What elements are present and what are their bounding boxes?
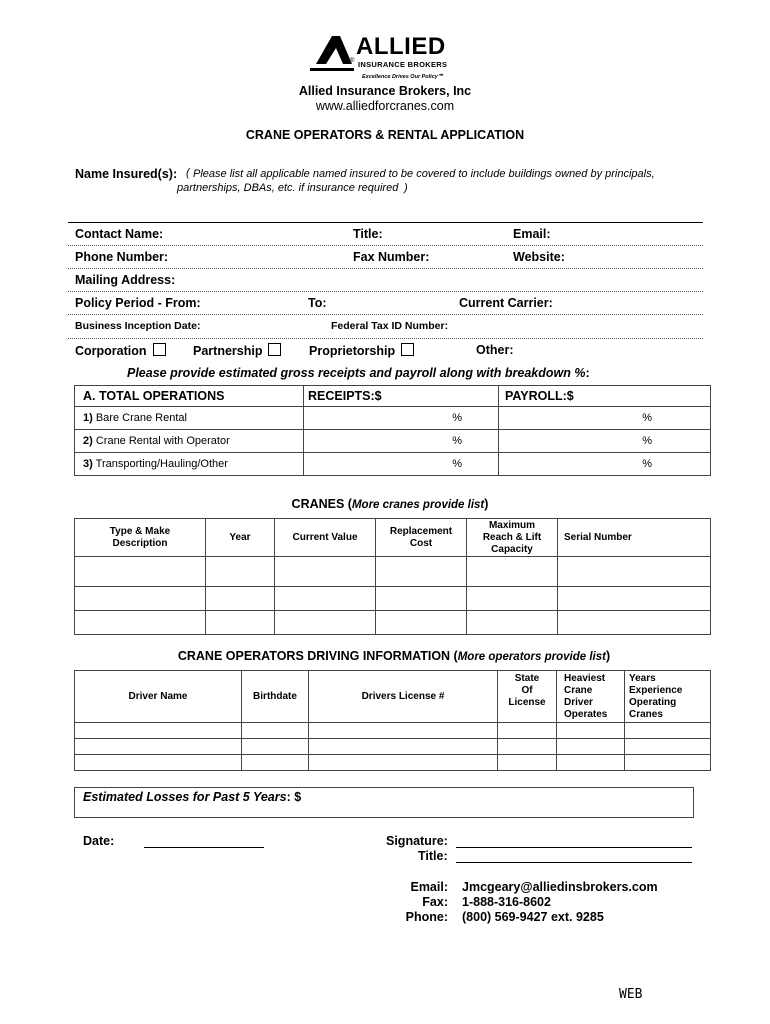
cranes-header-serial: Serial Number [558, 519, 711, 557]
entity-other-label: Other: [476, 343, 514, 357]
contact-rule-3 [68, 291, 703, 292]
operations-header-total: A. TOTAL OPERATIONS [75, 386, 304, 407]
partnership-checkbox[interactable] [268, 343, 281, 356]
cranes-cell[interactable] [275, 557, 376, 587]
cranes-cell[interactable] [558, 587, 711, 611]
table-row [75, 557, 711, 587]
cranes-cell[interactable] [558, 611, 711, 635]
table-row [75, 587, 711, 611]
corporation-checkbox[interactable] [153, 343, 166, 356]
partnership-label: Partnership [193, 344, 263, 358]
operations-row [75, 453, 711, 476]
drivers-cell[interactable] [309, 739, 498, 755]
mailing-address-label: Mailing Address: [75, 273, 176, 287]
drivers-cell[interactable] [625, 755, 711, 771]
drivers-cell[interactable] [625, 723, 711, 739]
estimated-losses-box[interactable] [74, 787, 694, 818]
contact-phone-value: (800) 569-9427 ext. 9285 [462, 910, 604, 924]
logo-word: ALLIED [356, 33, 446, 60]
estimated-losses-label: Estimated Losses for Past 5 Years: $ [83, 790, 302, 804]
contact-top-rule [68, 222, 703, 223]
operations-table [74, 385, 711, 476]
drivers-section-title: CRANE OPERATORS DRIVING INFORMATION (More operators provide list) [177, 649, 611, 663]
form-title: CRANE OPERATORS & RENTAL APPLICATION [245, 128, 525, 142]
cranes-cell[interactable] [376, 611, 467, 635]
operations-payroll-cell[interactable]: % [499, 453, 711, 476]
drivers-header-state: State Of License [498, 671, 557, 723]
logo-tagline: Excellence Drives Our Policy℠ [362, 74, 444, 80]
cranes-header-replacement-cost: Replacement Cost [376, 519, 467, 557]
contact-rule-1 [68, 245, 703, 246]
cranes-cell[interactable] [376, 587, 467, 611]
logo-registered: ® [350, 58, 355, 64]
cranes-cell[interactable] [275, 611, 376, 635]
cranes-section-title: CRANES (More cranes provide list) [291, 497, 489, 511]
name-insured-label: Name Insured(s): [75, 167, 178, 181]
table-row [75, 611, 711, 635]
drivers-cell[interactable] [75, 723, 242, 739]
proprietorship-label: Proprietorship [309, 344, 396, 358]
name-insured-note-open: ( [186, 167, 190, 179]
phone-number-label: Phone Number: [75, 250, 169, 264]
table-row [75, 755, 711, 771]
fax-number-label: Fax Number: [353, 250, 430, 264]
cranes-cell[interactable] [75, 557, 206, 587]
signature-label: Signature: [386, 834, 448, 848]
cranes-cell[interactable] [376, 557, 467, 587]
operations-prompt-text: Please provide estimated gross receipts and payroll along with breakdown % [127, 366, 586, 380]
operations-row [75, 430, 711, 453]
cranes-header-year: Year [206, 519, 275, 557]
cranes-header-current-value: Current Value [275, 519, 376, 557]
cranes-cell[interactable] [467, 557, 558, 587]
proprietorship-checkbox[interactable] [401, 343, 414, 356]
cranes-cell[interactable] [467, 587, 558, 611]
date-label: Date: [83, 834, 115, 848]
entity-proprietorship [309, 343, 414, 358]
contact-email-value[interactable]: Jmcgeary@alliedinsbrokers.com [462, 880, 658, 894]
cranes-cell[interactable] [206, 587, 275, 611]
entity-corporation [75, 343, 166, 358]
operations-row-label: 2) Crane Rental with Operator [75, 430, 304, 453]
operations-header-receipts: RECEIPTS:$ [304, 386, 499, 407]
cranes-cell[interactable] [206, 611, 275, 635]
signature-line[interactable] [456, 847, 692, 848]
title-label: Title: [353, 227, 383, 241]
cranes-cell[interactable] [75, 611, 206, 635]
operations-row-label: 1) Bare Crane Rental [75, 407, 304, 430]
drivers-cell[interactable] [498, 755, 557, 771]
cranes-cell[interactable] [75, 587, 206, 611]
name-insured-note-line1: Please list all applicable named insured to be covered to include buildings owned by principals, [193, 168, 655, 180]
email-label: Email: [513, 227, 551, 241]
contact-phone-label: Phone: [405, 910, 448, 924]
contact-fax-label: Fax: [422, 895, 448, 909]
drivers-cell[interactable] [75, 739, 242, 755]
corporation-label: Corporation [75, 344, 147, 358]
cranes-cell[interactable] [275, 587, 376, 611]
web-stamp: WEB [619, 987, 643, 1002]
company-url[interactable]: www.alliedforcranes.com [315, 99, 455, 113]
name-insured-note-close: ) [404, 182, 408, 194]
drivers-cell[interactable] [498, 723, 557, 739]
contact-rule-2 [68, 268, 703, 269]
cranes-header-max-reach: Maximum Reach & Lift Capacity [467, 519, 558, 557]
federal-tax-id-label: Federal Tax ID Number: [331, 320, 449, 332]
drivers-header-license: Drivers License # [309, 671, 498, 723]
operations-receipts-cell[interactable]: % [304, 430, 499, 453]
cranes-table [74, 518, 711, 635]
name-insured-note-line2: partnerships, DBAs, etc. if insurance required [177, 182, 399, 194]
contact-email-label: Email: [410, 880, 448, 894]
contact-name-label: Contact Name: [75, 227, 164, 241]
current-carrier-label: Current Carrier: [459, 296, 553, 310]
table-row [75, 723, 711, 739]
drivers-header-name: Driver Name [75, 671, 242, 723]
date-line[interactable] [144, 847, 264, 848]
cranes-cell[interactable] [467, 611, 558, 635]
business-inception-label: Business Inception Date: [75, 320, 201, 332]
drivers-header-birthdate: Birthdate [242, 671, 309, 723]
operations-receipts-cell[interactable]: % [304, 453, 499, 476]
drivers-cell[interactable] [309, 755, 498, 771]
operations-prompt [127, 366, 590, 380]
signoff-title-line[interactable] [456, 862, 692, 863]
entity-partnership [193, 343, 281, 358]
drivers-cell[interactable] [557, 755, 625, 771]
drivers-cell[interactable] [242, 739, 309, 755]
company-name: Allied Insurance Brokers, Inc [298, 84, 472, 98]
drivers-table [74, 670, 711, 771]
operations-row-label: 3) Transporting/Hauling/Other [75, 453, 304, 476]
operations-payroll-cell[interactable]: % [499, 430, 711, 453]
policy-period-from-label: Policy Period - From: [75, 296, 201, 310]
drivers-header-heaviest-crane: Heaviest Crane Driver Operates [557, 671, 625, 723]
drivers-cell[interactable] [557, 723, 625, 739]
contact-rule-4 [68, 314, 703, 315]
contact-rule-5 [68, 338, 703, 339]
signoff-title-label: Title: [418, 849, 448, 863]
drivers-header-years-experience: Years Experience Operating Cranes [625, 671, 711, 723]
operations-row [75, 407, 711, 430]
logo-subtitle: INSURANCE BROKERS [358, 60, 448, 69]
table-row [75, 739, 711, 755]
cranes-cell[interactable] [206, 557, 275, 587]
cranes-header-type: Type & Make Description [75, 519, 206, 557]
drivers-cell[interactable] [557, 739, 625, 755]
policy-period-to-label: To: [308, 296, 327, 310]
drivers-cell[interactable] [242, 755, 309, 771]
operations-prompt-colon: : [585, 366, 590, 380]
contact-fax-value: 1-888-316-8602 [462, 895, 551, 909]
drivers-cell[interactable] [625, 739, 711, 755]
operations-payroll-cell[interactable]: % [499, 407, 711, 430]
operations-receipts-cell[interactable]: % [304, 407, 499, 430]
allied-logo [310, 34, 470, 82]
drivers-cell[interactable] [75, 755, 242, 771]
website-label: Website: [513, 250, 565, 264]
drivers-cell[interactable] [242, 723, 309, 739]
drivers-cell[interactable] [309, 723, 498, 739]
operations-header-payroll: PAYROLL:$ [499, 386, 711, 407]
cranes-cell[interactable] [558, 557, 711, 587]
drivers-cell[interactable] [498, 739, 557, 755]
